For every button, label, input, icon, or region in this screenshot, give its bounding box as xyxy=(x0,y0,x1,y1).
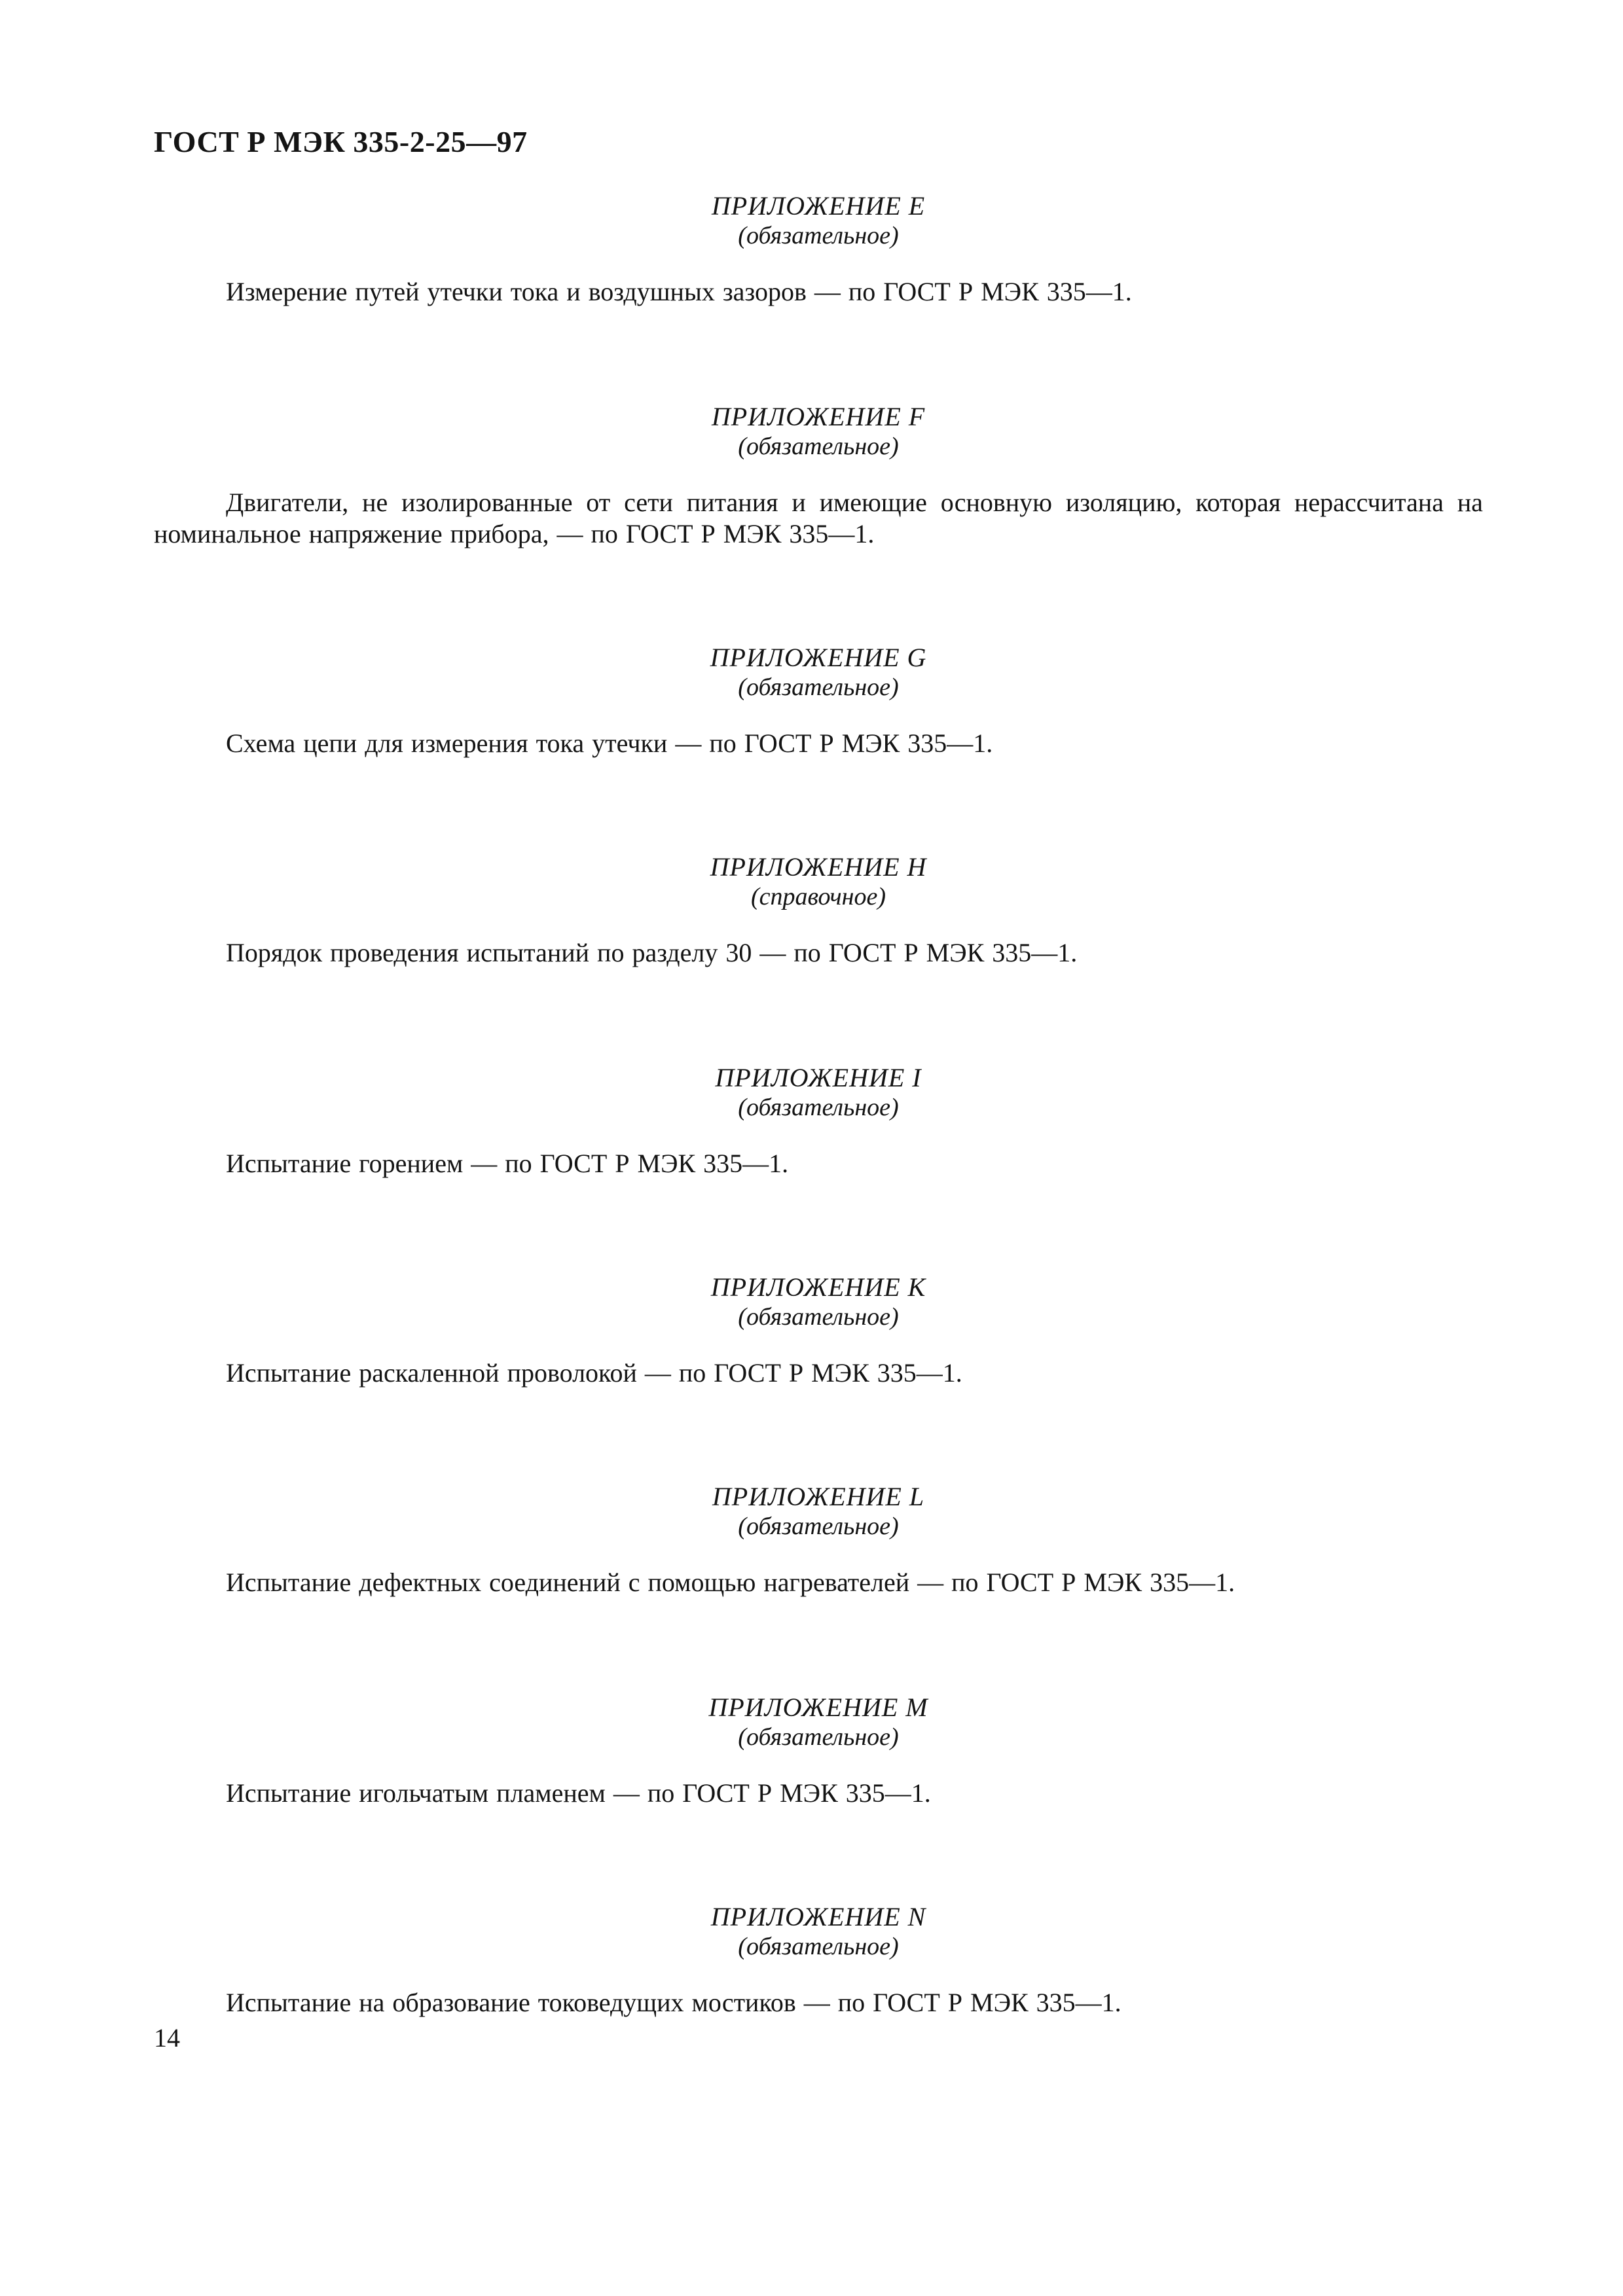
annex-text: Порядок проведения испытаний по разделу 30 — по ГОСТ Р МЭК 335—1. xyxy=(226,938,1078,967)
annex-title: ПРИЛОЖЕНИЕ H xyxy=(710,852,927,882)
annex-title: ПРИЛОЖЕНИЕ G xyxy=(710,643,927,672)
annex-i xyxy=(154,1063,1483,1179)
annex-n xyxy=(154,1902,1483,2018)
annex-text: Испытание дефектных соединений с помощью нагревателей — по ГОСТ Р МЭК 335—1. xyxy=(226,1568,1235,1597)
annex-kind: (обязательное) xyxy=(738,1094,899,1121)
page-number: 14 xyxy=(154,2023,180,2053)
annex-e xyxy=(154,191,1483,308)
annex-text: Испытание игольчатым пламенем — по ГОСТ Р МЭК 335—1. xyxy=(226,1778,931,1808)
annex-text: Испытание горением — по ГОСТ Р МЭК 335—1. xyxy=(226,1149,789,1178)
annex-f xyxy=(154,402,1483,550)
annex-kind: (обязательное) xyxy=(738,222,899,249)
annex-text: Схема цепи для измерения тока утечки — по ГОСТ Р МЭК 335—1. xyxy=(226,728,993,758)
annex-kind: (обязательное) xyxy=(738,433,899,460)
annex-m xyxy=(154,1693,1483,1809)
annex-title: ПРИЛОЖЕНИЕ K xyxy=(710,1272,926,1302)
annex-text: Измерение путей утечки тока и воздушных зазоров — по ГОСТ Р МЭК 335—1. xyxy=(226,277,1132,306)
annex-title: ПРИЛОЖЕНИЕ N xyxy=(710,1902,926,1931)
annex-title: ПРИЛОЖЕНИЕ M xyxy=(708,1693,928,1722)
annex-title: ПРИЛОЖЕНИЕ I xyxy=(715,1063,922,1092)
annex-l xyxy=(154,1482,1483,1598)
annex-kind: (обязательное) xyxy=(738,1933,899,1960)
annex-title: ПРИЛОЖЕНИЕ E xyxy=(711,191,926,221)
annex-kind: (справочное) xyxy=(750,883,886,910)
annex-text: Двигатели, не изолированные от сети питания и имеющие основную изоляцию, которая нерассчитана на номинальное напряжение прибора, — по ГОСТ Р МЭК 335—1. xyxy=(154,488,1483,548)
annex-kind: (обязательное) xyxy=(738,1303,899,1331)
annex-kind: (обязательное) xyxy=(738,673,899,701)
annex-text: Испытание раскаленной проволокой — по ГОСТ Р МЭК 335—1. xyxy=(226,1358,962,1388)
annex-title: ПРИЛОЖЕНИЕ F xyxy=(711,402,926,431)
document-header: ГОСТ Р МЭК 335-2-25—97 xyxy=(154,125,528,158)
annex-text: Испытание на образование токоведущих мостиков — по ГОСТ Р МЭК 335—1. xyxy=(226,1988,1122,2017)
annex-kind: (обязательное) xyxy=(738,1513,899,1540)
annex-kind: (обязательное) xyxy=(738,1723,899,1751)
annex-h xyxy=(154,852,1483,969)
annex-k xyxy=(154,1272,1483,1389)
annex-g xyxy=(154,643,1483,759)
annex-title: ПРИЛОЖЕНИЕ L xyxy=(712,1482,925,1511)
